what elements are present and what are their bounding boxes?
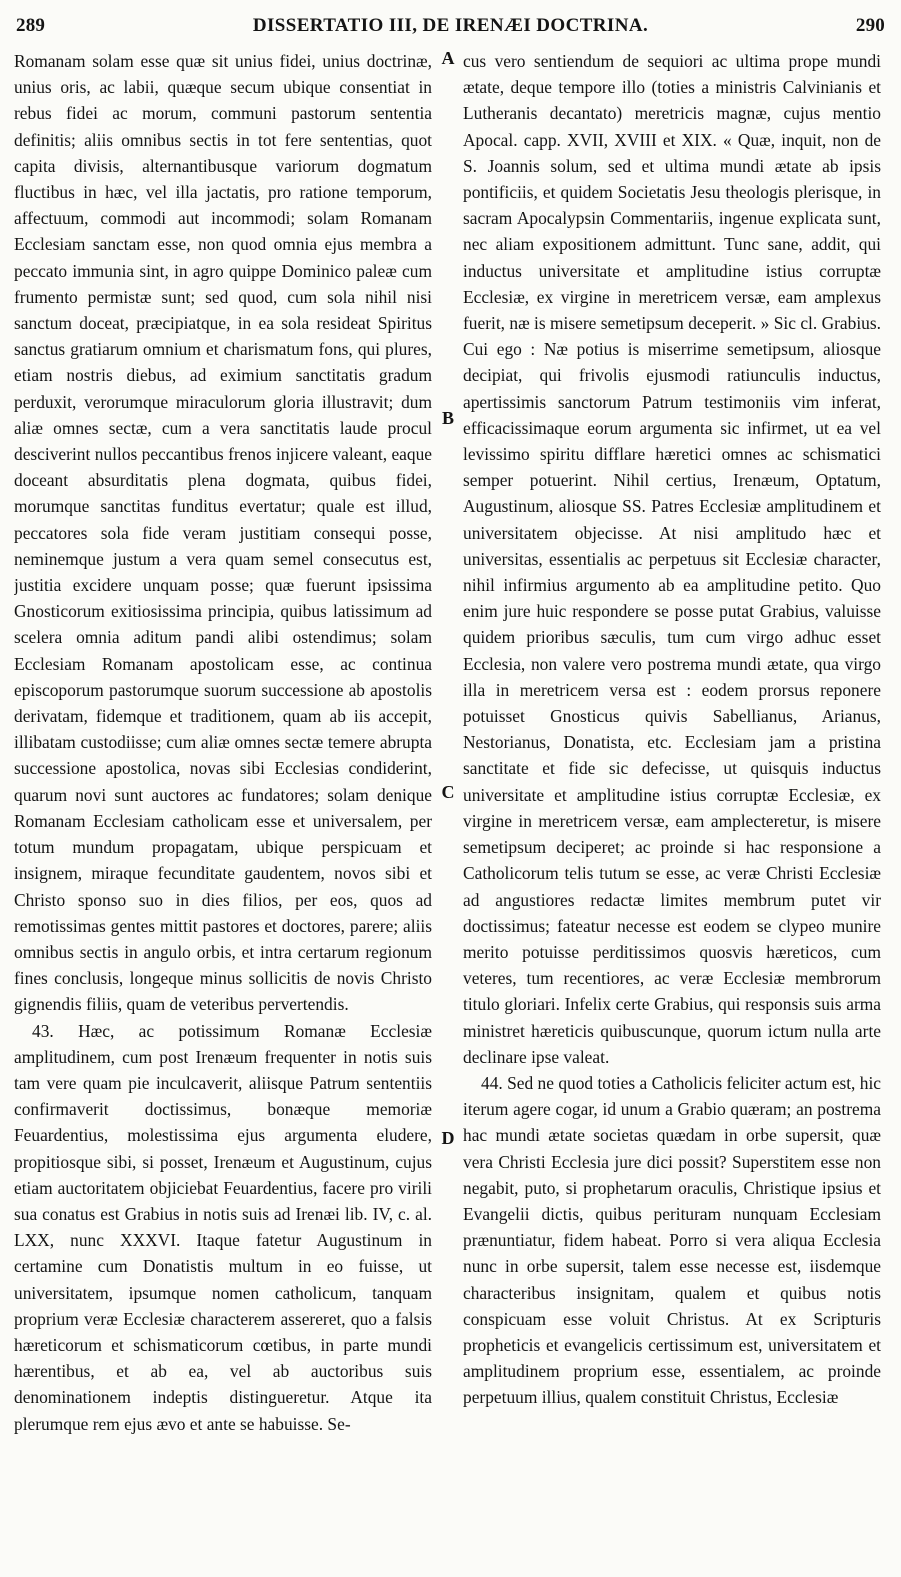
margin-letter-d: D bbox=[441, 1128, 455, 1148]
left-paragraph-2: 43. Hæc, ac potissimum Romanæ Ecclesiæ amplitudinem, cum post Irenæum frequenter in notis suis tam vere quam pie inculcaverit, aliisque Patrum sententiis confirmaverit doctissimus, bonæque memoriæ Feuardentius, molestissima ejus argumenta eludere, propitiosque sibi, si posset, Irenæum et Augustinum, cujus etiam auctoritatem objiciebat Feuardentius, facere pro virili sua conatus est Grabius in notis suis ad Irenæi lib. IV, c. al. LXX, nunc XXXVI. Itaque fatetur Augustinum in certamine cum Donatistis multum in eo fuisse, ut universitatem, ipsumque nomen catholicum, tanquam proprium veræ Ecclesiæ characterem assereret, quo a falsis hæreticorum et schismaticorum cœtibus, in parte mundi hærentibus, et ab ea, vel ab auctoribus suis denominationem indeptis distingueretur. Atque ita plerumque rem ejus ævo et ante se habuisse. Se- bbox=[14, 1020, 432, 1434]
right-paragraph-1: cus vero sentiendum de sequiori ac ultima prope mundi ætate, deque tempore illo (toties a ministris Calvinianis et Lutheranis decantato) meretricis magnæ, cujus mentio Apocal. capp. XVII, XVIII et XIX. « Quæ, inquit, non de S. Joannis solum, sed et ultima mundi ætate ab ipsis pontificiis, et quidem Societatis Jesu theologis plerisque, in sacram Apocalypsin Commentariis, ingenue explicata sunt, nec aliam expositionem admittunt. Tunc sane, addit, qui inductus universitate et amplitudine istius corruptæ Ecclesiæ, ex virgine in meretricem versæ, eam amplexus fuerit, næ is misere semetipsum deceperit. » Sic cl. Grabius. Cui ego : Næ potius is miserrime semetipsum, aliosque decipiat, qui frivolis ejusmodi ratiunculis inductus, apertissimis sanctorum Patrum testimoniis vim inferat, efficacissimaque eorum argumenta sic infirmet, ut ea vel levissimo spiritu difflare hæretici omnes ac schismatici semper potuerint. Nihil certius, Irenæum, Optatum, Augustinum, aliosque SS. Patres Ecclesiæ amplitudinem et universitatem objecisse. At nisi amplitudo hæc et universitas, essentialis ac perpetuus sit Ecclesiæ character, nihil infirmius argumento ab ea amplitudine petito. Quo enim jure huic respondere se posse putat Grabius, valuisse quidem prioribus sæculis, tum cum virgo adhuc esset Ecclesia, non valere vero postrema mundi ætate, qua virgo illa in meretricem versa est : eodem prorsus reponere potuisset Gnosticus quivis Sabellianus, Arianus, Nestorianus, Donatista, etc. Ecclesiam jam a pristina sanctitate et fide sic defecisse, ut quisquis inductus universitate et amplitudine istius corruptæ Ecclesiæ, ex virgine in meretricem versæ, eam amplecteretur, is misere semetipsum deciperet; ac proinde si hac responsione a Catholicorum telis tutum se esse, ac veræ Christi Ecclesiæ ad angustiores redactæ limites membrum putet vir doctissimus; fateatur necesse est eodem se clypeo munire merito potuisse perditissimos quosvis hæreticos, cum veteres, tum recentiores, ac veræ Ecclesiæ membrorum titulo gloriari. Infelix certe Grabius, qui responsis suis arma ministret hæreticis quibuscunque, quorum ictum nulla arte declinare ipse valeat. bbox=[463, 51, 881, 1067]
margin-section-letters bbox=[436, 48, 460, 1537]
running-title: DISSERTATIO III, DE IRENÆI DOCTRINA. bbox=[252, 15, 649, 36]
left-page-number: 289 bbox=[16, 15, 46, 36]
left-paragraph-1: Romanam solam esse quæ sit unius fidei, unius doctrinæ, unius oris, ac labii, quæque secum ubique consentiat in rebus fidei ac morum, communi pastorum sententia definitis; aliis omnibus sectis in tot fere sententias, quot capita divisis, alternantibusque variorum dogmatum fluctibus in hæc, vel illa jactatis, pro ratione temporum, affectuum, commodi aut incommodi; solam Romanam Ecclesiam sanctam esse, non quod omnia ejus membra a peccato immunia sint, in agro quippe Dominico paleæ cum frumento permistæ sunt; sed quod, cum sola nihil nisi sanctum doceat, præcipiatque, in ea sola resideat Spiritus sanctus gratiarum omnium et charismatum fons, qui plures, etiam nostris diebus, ad eximium sanctitatis gradum perduxit, verorumque miraculorum gloria illustravit; dum aliæ omnes sectæ, cum a vera sanctitatis laude procul desciverint nullos peccantibus frenos injicere valeant, eaque doceant absurditatis plena dogmata, quibus fidei, morumque sanctitas funditus evertatur; quale est illud, peccatores sola fide veram justitiam consequi posse, neminemque justum a vera quam semel consecutus est, justitia excidere unquam posse; quæ fuerunt ipsissima Gnosticorum exitiosissima principia, quibus latissimum ad scelera omnia aditum pandi alibi ostendimus; solam Ecclesiam Romanam apostolicam esse, ac continua episcoporum pastorumque suorum successione ab apostolis derivatam, fidemque et traditionem, quam ab iis accepit, illibatam custodiisse; cum aliæ omnes sectæ temere abrupta successione apostolica, novas sibi Ecclesias condiderint, quarum novi sunt auctores ac fundatores; solam denique Romanam Ecclesiam catholicam esse et universalem, per totum mundum propagatam, ubique perspicuam et insignem, miraque fecunditate gaudentem, novos sibi et Christo sponso suo in dies filios, per eos, quos ad remotissimas gentes mittit pastores et doctores, parere; aliis omnibus sectis in angulo orbis, et intra certarum regionum fines conclusis, longeque minus sollicitis de novis Christo gignendis filiis, quam de veteribus pervertendis. bbox=[14, 51, 432, 1015]
page-header bbox=[16, 10, 885, 42]
right-text-column bbox=[463, 48, 881, 1537]
right-page-number: 290 bbox=[855, 15, 885, 36]
margin-letter-b: B bbox=[441, 408, 454, 428]
margin-letter-a: A bbox=[441, 48, 455, 68]
margin-letter-c: C bbox=[441, 782, 455, 802]
right-paragraph-2: 44. Sed ne quod toties a Catholicis feliciter actum est, hic iterum agere cogar, id unum a Grabio quæram; an postrema hac mundi ætate societas quædam in orbe supersit, quæ vera Christi Ecclesia jure dici possit? Superstitem esse non negabit, puto, si prophetarum oraculis, Christique ipsius et Evangelii dictis, quibus perituram nunquam Ecclesiam prænuntiatur, fidem habeat. Porro si vera aliqua Ecclesia nunc in orbe supersit, talem esse necesse est, iisdemque characteribus insignitam, qualem et quibus notis conspicuam esse voluit Christus. At ex Scripturis propheticis et evangelicis certissimum est, universitatem et amplitudinem proprium esse, essentialem, ac proinde perpetuum illius, qualem constituit Christus, Ecclesiæ bbox=[463, 1072, 881, 1408]
left-text-column bbox=[14, 48, 432, 1537]
